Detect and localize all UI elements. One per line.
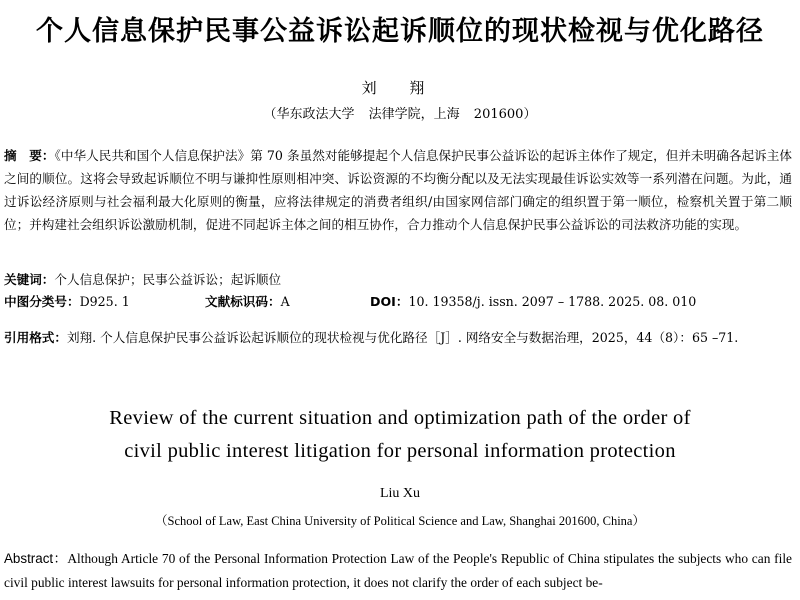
citation-label: 引用格式： <box>4 330 67 345</box>
paper-title-en <box>30 402 770 468</box>
title-en-line-2: civil public interest litigation for personal information protection <box>124 440 676 462</box>
title-en-line-1: Review of the current situation and optimization path of the order of <box>109 407 691 429</box>
keywords-label: 关键词： <box>4 272 55 287</box>
doc-code-value: A <box>280 294 290 309</box>
citation <box>4 326 792 349</box>
doc-code-label: 文献标识码： <box>205 294 281 309</box>
keywords <box>4 268 792 291</box>
abstract-cn <box>4 144 792 236</box>
clc-value: D925. 1 <box>79 294 130 309</box>
abstract-en-text: Although Article 70 of the Personal Information Protection Law of the People's Republic of China stipulates the subjects who can file civil public interest lawsuits for personal information protection, it does not clarify the order of each subject be- <box>4 551 792 590</box>
author-en: Liu Xu <box>379 486 421 501</box>
abstract-en <box>4 547 792 595</box>
doi-label: DOI： <box>370 294 409 309</box>
abstract-en-label: Abstract： <box>4 551 68 566</box>
document-code <box>205 292 290 312</box>
affiliation-en: （School of Law, East China University of Political Science and Law, Shanghai 201600, China） <box>155 514 645 528</box>
doi-value: 10. 19358/j. issn. 2097 – 1788. 2025. 08. 010 <box>408 294 697 309</box>
keywords-text: 个人信息保护；民事公益诉讼；起诉顺位 <box>54 272 282 287</box>
doi <box>370 292 696 312</box>
author-cn: 刘 翔 <box>361 79 439 97</box>
clc-number <box>4 292 130 312</box>
citation-text: 刘翔. 个人信息保护民事公益诉讼起诉顺位的现状检视与优化路径［J］. 网络安全与数据治理，2025，44（8）：65 –71. <box>66 330 739 345</box>
abstract-cn-text: 《中华人民共和国个人信息保护法》第 70 条虽然对能够提起个人信息保护民事公益诉讼的起诉主体作了规定，但并未明确各起诉主体之间的顺位。这将会导致起诉顺位不明与谦抑性原则相冲突、诉讼资源的不均衡分配以及无法实现最佳诉讼实效等一系列潜在问题。为此，通过诉讼经济原则与社会福利最大化原则的衡量，应将法律规定的消费者组织/由国家网信部门确定的组织置于第一顺位，检察机关置于第二顺位；并构建社会组织诉讼激励机制，促进不同起诉主体之间的相互协作，合力推动个人信息保护民事公益诉讼的司法救济功能的实现。 <box>4 148 793 232</box>
paper-title-cn: 个人信息保护民事公益诉讼起诉顺位的现状检视与优化路径 <box>36 16 764 47</box>
affiliation-cn: （华东政法大学 法律学院，上海 201600） <box>263 107 537 122</box>
abstract-cn-label: 摘 要： <box>4 148 55 163</box>
clc-label: 中图分类号： <box>4 294 80 309</box>
